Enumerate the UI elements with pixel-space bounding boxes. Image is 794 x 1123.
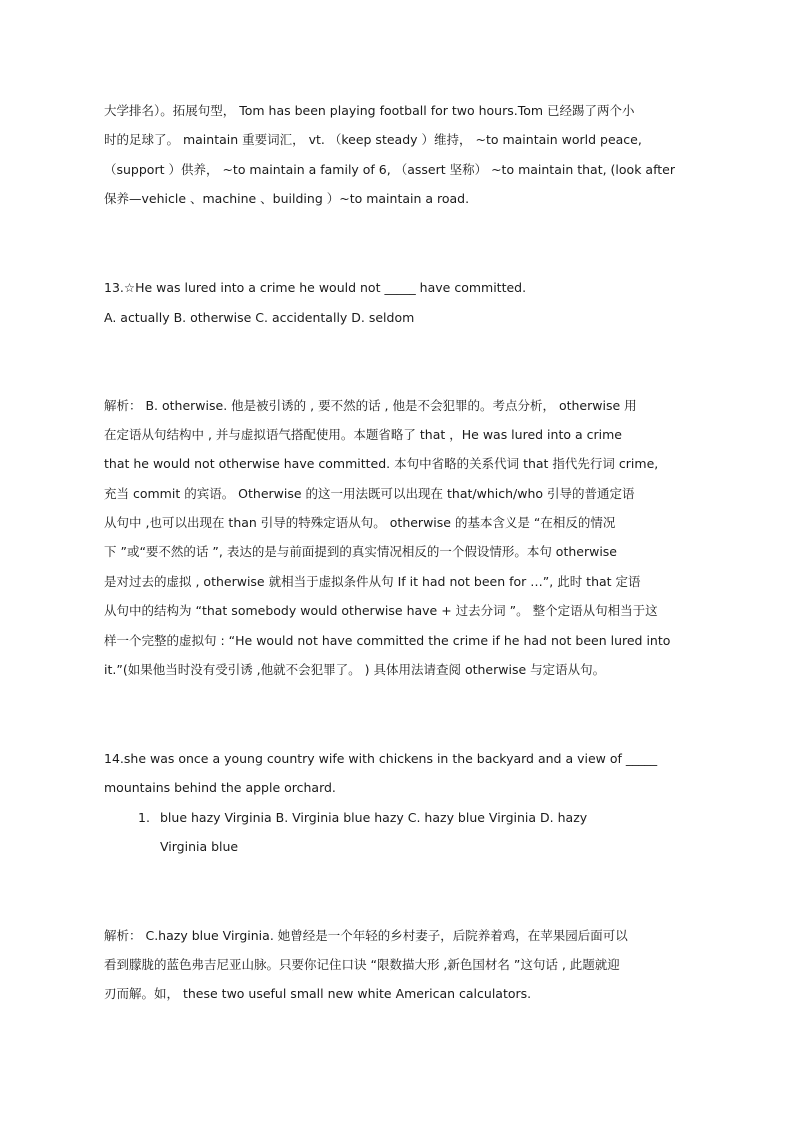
analysis-13-line-7: 是对过去的虚拟 , otherwise 就相当于虚拟条件从句 If it had not been for …”, 此时 that 定语	[104, 574, 641, 589]
analysis-13-line-6: 下 ”或“要不然的话 ”, 表达的是与前面提到的真实情况相反的一个假设情形。本句 otherwise	[104, 544, 617, 559]
intro-line-4: 保养—vehicle 、machine 、building ）~to maintain a road.	[104, 191, 470, 206]
question-14-stem-line-2: mountains behind the apple orchard.	[104, 780, 336, 795]
analysis-14-line-3: 刃而解。如， these two useful small new white American calculators.	[104, 986, 532, 1001]
analysis-13-line-1: 解析： B. otherwise. 他是被引诱的 , 要不然的话 , 他是不会犯罪的。考点分析， otherwise 用	[104, 398, 637, 413]
analysis-13-line-2: 在定语从句结构中 , 并与虚拟语气搭配使用。本题省略了 that ，He was lured into a crime	[104, 427, 622, 442]
question-13-stem: 13.☆He was lured into a crime he would not _____ have committed.	[104, 280, 527, 295]
analysis-13-line-4: 充当 commit 的宾语。 Otherwise 的这一用法既可以出现在 that/which/who 引导的普通定语	[104, 486, 635, 501]
question-14-stem-line-1: 14.she was once a young country wife with chickens in the backyard and a view of _____	[104, 751, 658, 766]
analysis-14-line-1: 解析： C.hazy blue Virginia. 她曾经是一个年轻的乡村妻子，后院养着鸡，在苹果园后面可以	[104, 928, 628, 943]
intro-line-3: （support ）供养， ~to maintain a family of 6, （assert 坚称） ~to maintain that, (look after	[104, 162, 675, 177]
question-13-options: A. actually B. otherwise C. accidentally D. seldom	[104, 310, 415, 325]
question-14-options-line-1: blue hazy Virginia B. Virginia blue hazy C. hazy blue Virginia D. hazy	[160, 810, 588, 825]
analysis-14-line-2: 看到朦胧的蓝色弗吉尼亚山脉。只要你记住口诀 “限数描大形 ,新色国材名 ”这句话 , 此题就迎	[104, 957, 620, 972]
question-14-options-line-2: Virginia blue	[160, 839, 239, 854]
analysis-13-line-10: it.”(如果他当时没有受引诱 ,他就不会犯罪了。 ) 具体用法请查阅 otherwise 与定语从句。	[104, 662, 606, 677]
analysis-13-line-8: 从句中的结构为 “that somebody would otherwise have + 过去分词 ”。 整个定语从句相当于这	[104, 603, 658, 618]
analysis-13-line-5: 从句中 ,也可以出现在 than 引导的特殊定语从句。 otherwise 的基本含义是 “在相反的情况	[104, 515, 616, 530]
analysis-13-line-3: that he would not otherwise have committed. 本句中省略的关系代词 that 指代先行词 crime,	[104, 456, 659, 471]
analysis-13-line-9: 样一个完整的虚拟句 : “He would not have committed the crime if he had not been lured into	[104, 633, 671, 648]
intro-line-1: 大学排名）。拓展句型， Tom has been playing football for two hours.Tom 已经踢了两个小	[104, 103, 635, 118]
question-14-option-number: 1.	[138, 810, 150, 825]
intro-line-2: 时的足球了。 maintain 重要词汇， vt. （keep steady ）维持， ~to maintain world peace,	[104, 132, 642, 147]
